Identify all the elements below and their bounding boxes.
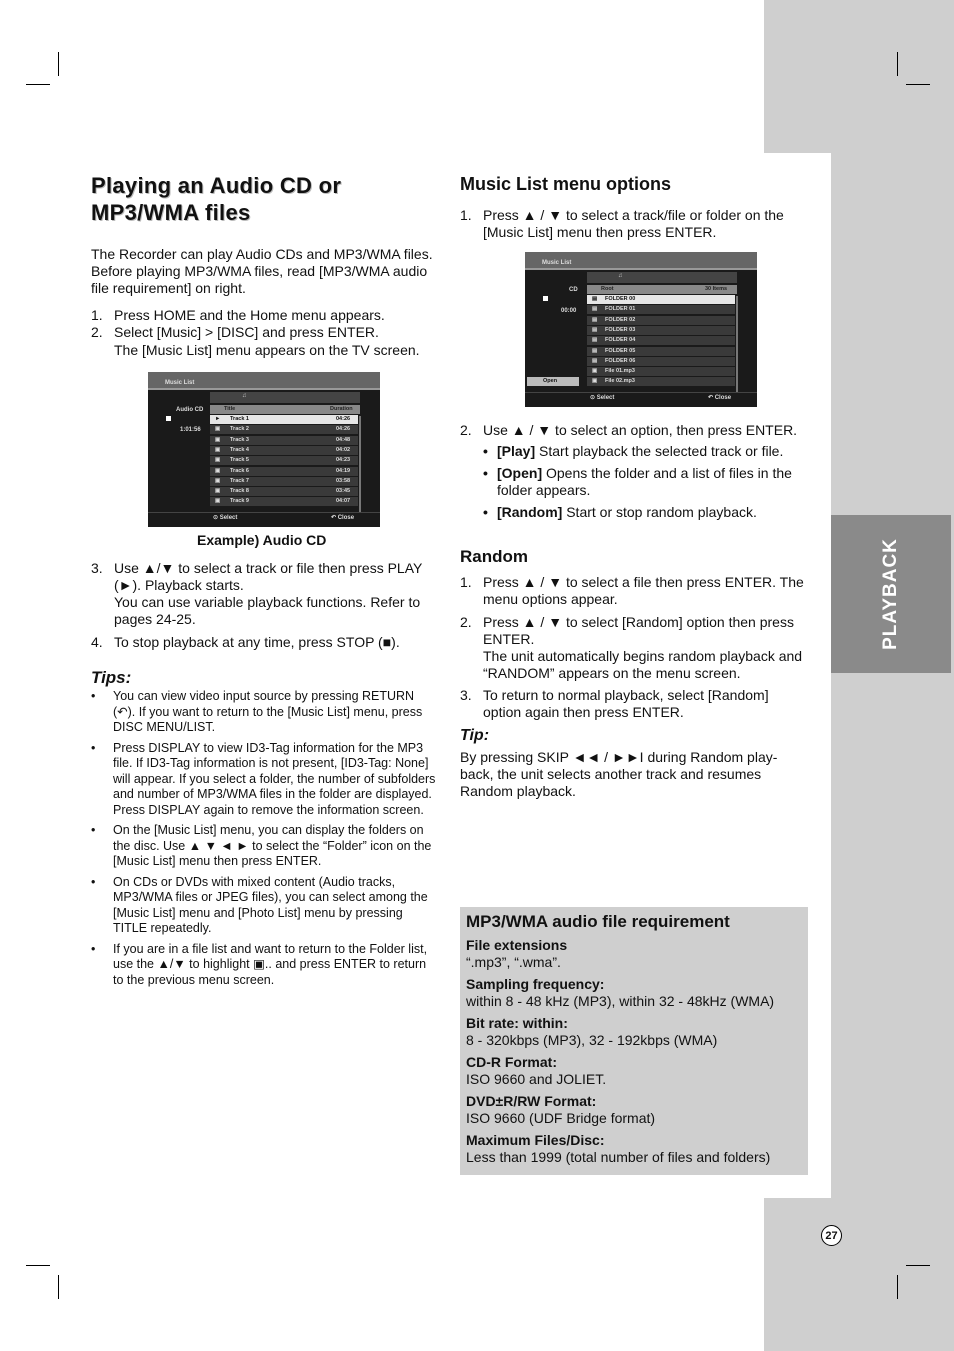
option-desc: Opens the folder and a list of files in the folder appears.: [497, 465, 792, 498]
tips-list: [91, 689, 438, 993]
folder-name: FOLDER 01: [605, 306, 636, 313]
track-duration: 04:19: [336, 467, 351, 474]
side-band-bottom: [764, 1198, 954, 1351]
side-band-right: [831, 153, 954, 1198]
step-text-main: Press ▲ / ▼ to select [Random] option then press ENTER.: [483, 614, 794, 647]
tip-text: On the [Music List] menu, you can display the folders on the disc. Use ▲ ▼ ◄ ► to select the “Folder” icon on the [Music List] menu then press ENTER.: [113, 823, 432, 868]
track-row[interactable]: [210, 467, 358, 476]
track-icon: ▣: [215, 498, 221, 505]
folder-icon: ▤: [592, 357, 598, 364]
footer-select: ⊙ Select: [213, 515, 238, 521]
track-row[interactable]: [210, 436, 358, 445]
track-duration: 04:26: [336, 416, 351, 422]
folder-row[interactable]: [587, 326, 735, 335]
crop-mark: [897, 1275, 898, 1299]
stop-icon: [166, 416, 171, 421]
track-name: Track 4: [230, 446, 249, 453]
footer-select-label: Select: [219, 515, 238, 521]
option-desc: Start or stop random playback.: [562, 504, 757, 520]
track-row[interactable]: [210, 415, 358, 424]
option-text: [497, 465, 805, 499]
tip-text: On CDs or DVDs with mixed content (Audio tracks, MP3/WMA files or JPEG files), you can select among the [Music List] menu and [Photo List] menu by pressing TITLE repeatedly.: [113, 874, 428, 935]
track-duration: 03:58: [336, 477, 351, 484]
requirement-label: Sampling frequency:: [466, 976, 605, 992]
step-text: Press HOME and the Home menu appears.: [114, 307, 385, 323]
root-label: Root: [601, 286, 614, 292]
random-step-2: [460, 614, 805, 682]
folder-name: FOLDER 05: [605, 347, 636, 354]
requirement-value: within 8 - 48 kHz (MP3), within 32 - 48kHz (WMA): [466, 993, 775, 1009]
folder-name: FOLDER 02: [605, 316, 636, 323]
section-tab-label-wrap: [831, 515, 951, 673]
folder-name: FOLDER 03: [605, 326, 636, 333]
footer-close: ↶ Close: [708, 395, 732, 401]
step-2: [91, 324, 441, 341]
track-duration: 04:07: [336, 498, 351, 505]
screen-title: Music List: [165, 380, 195, 386]
track-name: Track 9: [230, 498, 249, 505]
tip-item: [91, 741, 438, 819]
disc-label: CD: [569, 287, 578, 293]
requirement-item: [466, 1054, 804, 1088]
crop-mark: [58, 1275, 59, 1299]
folder-icon: ▤: [592, 296, 598, 302]
step-2-sub: The [Music List] menu appears on the TV screen.: [114, 342, 420, 358]
folder-icon: ▤: [592, 347, 598, 354]
option-text: [497, 443, 783, 460]
side-band-top: [764, 0, 954, 153]
tip-item: [91, 689, 438, 736]
stop-icon: [543, 296, 548, 301]
crop-mark: [897, 52, 898, 76]
list-header: [587, 285, 737, 294]
step-number: 2.: [460, 614, 472, 630]
tip-heading: Tip:: [460, 727, 490, 744]
tip-text: You can view video input source by pressing RETURN (↶). If you want to return to the [Music List] menu, press DISC MENU/LIST.: [113, 689, 423, 734]
track-icon: ▣: [215, 446, 221, 453]
folder-icon: ▤: [592, 306, 598, 313]
track-icon: ▣: [215, 467, 221, 474]
step-number: 1.: [460, 574, 472, 590]
file-icon: ▣: [592, 368, 598, 375]
folder-name: File 02.mp3: [605, 378, 635, 385]
screen-title: Music List: [542, 260, 572, 266]
track-row[interactable]: [210, 477, 358, 486]
footer-select-label: Select: [596, 395, 615, 401]
step-text: [483, 614, 805, 682]
step-3: [91, 560, 441, 628]
music-note-icon: ♫: [618, 273, 623, 279]
tip-item: [91, 875, 438, 937]
track-row[interactable]: [210, 425, 358, 434]
track-row[interactable]: [210, 456, 358, 465]
step-number: 2.: [91, 324, 103, 340]
open-button-label: Open: [543, 378, 558, 384]
tip-item: [91, 942, 438, 989]
random-step-1: [460, 574, 805, 608]
step-text-main: Use ▲/▼ to select a track or file then press PLAY (►). Playback starts.: [114, 560, 423, 593]
footer-select: ⊙ Select: [590, 395, 615, 401]
option-random: [483, 504, 805, 521]
crop-mark: [26, 1265, 50, 1266]
tip-text: Press DISPLAY to view ID3-Tag information for the MP3 file. If ID3-Tag information is not present, [ID3-Tag: None] will appear. If you select a folder, the number of subfolders and number of MP3/WMA files in the folder are displayed. Press DISPLAY again to remove the information screen.: [113, 740, 436, 817]
track-name: Track 1: [230, 416, 249, 422]
footer-close: ↶ Close: [331, 515, 355, 521]
step-number: 3.: [460, 687, 472, 703]
options-step-1: [460, 207, 805, 241]
step-text-sub: You can use variable playback functions. Refer to pages 24-25.: [114, 594, 421, 627]
folder-name: FOLDER 04: [605, 337, 636, 344]
option-open: [483, 465, 805, 499]
requirement-label: Bit rate: within:: [466, 1015, 568, 1031]
track-icon: ▣: [215, 457, 221, 464]
track-name: Track 7: [230, 477, 249, 484]
footer-close-label: Close: [337, 515, 355, 521]
open-button[interactable]: [527, 377, 579, 386]
options-step-2: [460, 422, 805, 439]
track-duration: 04:26: [336, 426, 351, 433]
music-note-icon: ♫: [242, 393, 247, 399]
track-duration: 03:45: [336, 488, 351, 495]
requirement-value: Less than 1999 (total number of files and folders): [466, 1149, 771, 1165]
disc-time: 00:00: [561, 308, 577, 314]
col-title: Title: [224, 406, 236, 412]
option-label: [Play]: [497, 443, 536, 459]
track-name: Track 6: [230, 467, 249, 474]
folder-name: FOLDER 06: [605, 357, 636, 364]
folder-row[interactable]: [587, 357, 735, 366]
requirement-item: [466, 937, 804, 971]
page-title: Playing an Audio CD or MP3/WMA files: [91, 173, 342, 225]
requirement-value: “.mp3”, “.wma”.: [466, 954, 561, 970]
folder-row[interactable]: [587, 377, 735, 386]
tips-heading: Tips:: [91, 668, 132, 687]
requirements-list: [466, 937, 804, 1171]
step-text-sub: The unit automatically begins random playback and “RANDOM” appears on the menu screen.: [483, 648, 803, 681]
requirements-box: [460, 907, 808, 1175]
requirement-value: 8 - 320kbps (MP3), 32 - 192kbps (WMA): [466, 1032, 718, 1048]
requirement-value: ISO 9660 and JOLIET.: [466, 1071, 607, 1087]
disc-label: Audio CD: [176, 407, 204, 413]
tip-text: If you are in a file list and want to return to the Folder list, use the ▲/▼ to highlight ▣.. and press ENTER to return to the previous menu screen.: [113, 941, 428, 987]
bullet: •: [91, 874, 96, 889]
folder-row[interactable]: [587, 316, 735, 325]
option-label: [Random]: [497, 504, 563, 520]
requirements-heading: MP3/WMA audio file requirement: [466, 912, 730, 931]
folder-name: FOLDER 00: [605, 296, 636, 302]
folder-row[interactable]: [587, 295, 735, 304]
track-row[interactable]: [210, 446, 358, 455]
music-list-screen-folders: [525, 252, 757, 407]
music-list-screen-audio-cd: [148, 372, 380, 527]
page-number: 27: [821, 1225, 842, 1246]
bullet: •: [91, 689, 96, 703]
step-number: 1.: [91, 307, 103, 323]
track-icon: ▣: [215, 426, 221, 433]
bullet: •: [483, 443, 488, 459]
option-label: [Open]: [497, 465, 543, 481]
track-icon: ▣: [215, 477, 221, 484]
folder-icon: ▤: [592, 316, 598, 323]
step-number: 3.: [91, 560, 103, 576]
step-text: Press ▲ / ▼ to select a track/file or folder on the [Music List] menu then press ENTER.: [483, 207, 784, 240]
bullet: •: [483, 504, 488, 520]
bullet: •: [91, 823, 96, 837]
requirement-item: [466, 1132, 804, 1166]
tip-text: By pressing SKIP ◄◄ / ►►I during Random play-back, the unit selects another track and resumes Random playback.: [460, 749, 778, 799]
requirement-item: [466, 1093, 804, 1127]
crop-mark: [906, 1265, 930, 1266]
folder-icon: ▤: [592, 337, 598, 344]
track-icon: ▣: [215, 436, 221, 443]
requirement-label: File extensions: [466, 937, 568, 953]
track-duration: 04:48: [336, 436, 351, 443]
requirement-item: [466, 976, 804, 1010]
step-number: 2.: [460, 422, 472, 438]
tip-item: [91, 823, 438, 870]
folder-name: File 01.mp3: [605, 368, 635, 375]
track-icon: ▣: [215, 488, 221, 495]
crop-mark: [26, 84, 50, 85]
requirement-label: Maximum Files/Disc:: [466, 1132, 605, 1148]
folder-icon: ▤: [592, 326, 598, 333]
bullet: •: [91, 740, 96, 755]
bullet: •: [91, 941, 96, 956]
step-text: [114, 560, 441, 628]
requirement-label: CD-R Format:: [466, 1054, 557, 1070]
requirement-value: ISO 9660 (UDF Bridge format): [466, 1110, 656, 1126]
step-number: 1.: [460, 207, 472, 223]
step-text: Select [Music] > [DISC] and press ENTER.: [114, 324, 379, 340]
folder-row[interactable]: [587, 305, 735, 314]
folder-row[interactable]: [587, 367, 735, 376]
step-number: 4.: [91, 634, 103, 650]
footer-close-label: Close: [714, 395, 732, 401]
items-count: 30 Items: [705, 286, 728, 292]
list-header: [210, 405, 360, 414]
folder-row[interactable]: [587, 347, 735, 356]
track-name: Track 5: [230, 457, 249, 464]
step-4: [91, 634, 441, 651]
music-list-options-heading: Music List menu options: [460, 174, 672, 194]
crop-mark: [58, 52, 59, 76]
track-name: Track 2: [230, 426, 249, 433]
track-duration: 04:23: [336, 457, 351, 464]
bullet: •: [483, 465, 488, 481]
step-text: To return to normal playback, select [Random] option again then press ENTER.: [483, 687, 769, 720]
option-desc: Start playback the selected track or file.: [535, 443, 784, 459]
track-row[interactable]: [210, 487, 358, 496]
track-name: Track 3: [230, 436, 249, 443]
step-text: To stop playback at any time, press STOP (■).: [114, 634, 400, 650]
folder-row[interactable]: [587, 336, 735, 345]
track-icon: ►: [215, 416, 221, 422]
track-name: Track 8: [230, 488, 249, 495]
random-heading: Random: [460, 547, 528, 566]
step-text: Press ▲ / ▼ to select a file then press ENTER. The menu options appear.: [483, 574, 804, 607]
option-text: [497, 504, 757, 521]
random-step-3: [460, 687, 805, 721]
disc-time: 1:01:56: [180, 427, 201, 433]
file-icon: ▣: [592, 378, 598, 385]
track-duration: 04:02: [336, 446, 351, 453]
option-play: [483, 443, 805, 460]
track-row[interactable]: [210, 497, 358, 506]
intro-paragraph: The Recorder can play Audio CDs and MP3/WMA files. Before playing MP3/WMA files, read [MP3/WMA audio file requirement] on right.: [91, 246, 433, 296]
figure-caption: Example) Audio CD: [197, 532, 327, 548]
col-duration: Duration: [330, 406, 353, 412]
crop-mark: [906, 84, 930, 85]
requirement-label: DVD±R/RW Format:: [466, 1093, 597, 1109]
section-tab-label: PLAYBACK: [879, 538, 901, 650]
step-text: Use ▲ / ▼ to select an option, then press ENTER.: [483, 422, 798, 438]
step-1: [91, 307, 441, 324]
requirement-item: [466, 1015, 804, 1049]
